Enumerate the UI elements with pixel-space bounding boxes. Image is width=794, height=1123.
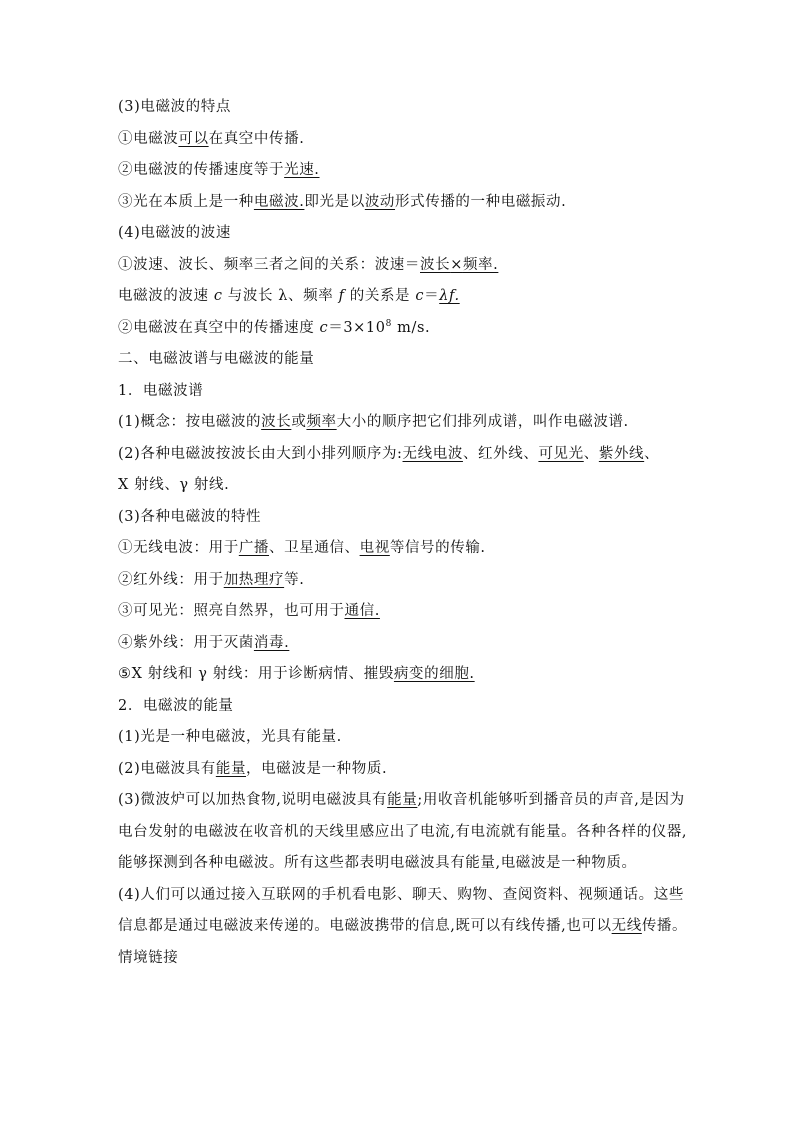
blank-answer: 波长	[420, 256, 451, 273]
blank-answer: 病变的细胞.	[393, 666, 475, 682]
energy-item-2: (2)电磁波具有能量，电磁波是一种物质.	[118, 760, 388, 777]
blank-answer: 紫外线	[598, 445, 645, 462]
feature-item-1: ①电磁波可以在真空中传播.	[118, 130, 305, 147]
blank-answer: 频率.	[462, 256, 499, 273]
spectrum-order-cont: X 射线、γ 射线.	[118, 477, 230, 493]
energy-item-1: (1)光是一种电磁波，光具有能量.	[118, 729, 342, 745]
speed-item-1: ①波速、波长、频率三者之间的关系：波速＝波长×频率.	[118, 256, 499, 273]
speed-item-2: ②电磁波在真空中的传播速度 $c=3\times 10^8$ m/s.	[118, 318, 431, 336]
property-ultraviolet: ④紫外线：用于灭菌消毒.	[118, 634, 290, 651]
speed-relation: 电磁波的波速 c 与波长 λ、频率 f 的关系是 c＝λf.	[118, 288, 460, 304]
blank-answer: 消毒.	[253, 634, 290, 651]
blank-answer: 可以	[178, 130, 209, 147]
blank-answer: 无线	[611, 918, 642, 934]
subheading-energy: 2．电磁波的能量	[118, 697, 234, 714]
heading-em-wave-features: (3)电磁波的特点	[118, 99, 231, 115]
blank-answer: 无线电波	[402, 445, 463, 462]
energy-paragraph-4: (4)人们可以通过接入互联网的手机看电影、聊天、购物、查阅资料、视频通话。这些信息都是通过电磁波来传递的。电磁波携带的信息,既可以有线传播,也可以无线传播。	[118, 886, 688, 934]
property-infrared: ②红外线：用于加热理疗等.	[118, 571, 305, 588]
feature-item-2: ②电磁波的传播速度等于光速.	[118, 162, 320, 178]
blank-answer: 通信.	[344, 603, 380, 619]
blank-answer: 电磁波.	[253, 193, 305, 210]
blank-answer: 电视	[359, 540, 390, 556]
property-radio: ①无线电波：用于广播、卫星通信、电视等信号的传输.	[118, 540, 486, 556]
blank-answer: 广播	[238, 540, 270, 556]
energy-paragraph-3: (3)微波炉可以加热食物,说明电磁波具有能量;用收音机能够听到播音员的声音,是因为电台发射的电磁波在收音机的天线里感应出了电流,有电流就有能量。各种各样的仪器,能够探测到各种电磁波。所有这些都表明电磁波具有能量,电磁波是一种物质。	[118, 792, 688, 871]
section-heading-spectrum: 二、电磁波谱与电磁波的能量	[118, 351, 315, 367]
heading-wave-speed: (4)电磁波的波速	[118, 225, 231, 241]
property-visible: ③可见光：照亮自然界，也可用于通信.	[118, 603, 380, 619]
feature-item-3: ③光在本质上是一种电磁波.即光是以波动形式传播的一种电磁振动.	[118, 193, 567, 210]
heading-properties: (3)各种电磁波的特性	[118, 508, 262, 525]
blank-answer: λf.	[439, 288, 460, 304]
blank-answer: 加热理疗	[223, 571, 285, 588]
document-page	[118, 92, 688, 974]
blank-answer: 频率	[306, 414, 337, 430]
blank-answer: 波长	[261, 414, 292, 430]
blank-answer: 光速.	[284, 162, 320, 178]
blank-answer: 可见光	[538, 445, 584, 462]
blank-answer: 能量	[215, 760, 247, 777]
heading-context-link: 情境链接	[118, 949, 179, 966]
blank-answer: 能量	[387, 792, 418, 808]
property-xray-gamma: ⑤X 射线和 γ 射线：用于诊断病情、摧毁病变的细胞.	[118, 666, 475, 682]
spectrum-order: (2)各种电磁波按波长由大到小排列顺序为:无线电波、红外线、可见光、紫外线、	[118, 445, 660, 462]
subheading-spectrum: 1．电磁波谱	[118, 382, 204, 399]
blank-answer: 波动	[364, 193, 396, 210]
spectrum-concept: (1)概念：按电磁波的波长或频率大小的顺序把它们排列成谱，叫作电磁波谱.	[118, 414, 629, 430]
